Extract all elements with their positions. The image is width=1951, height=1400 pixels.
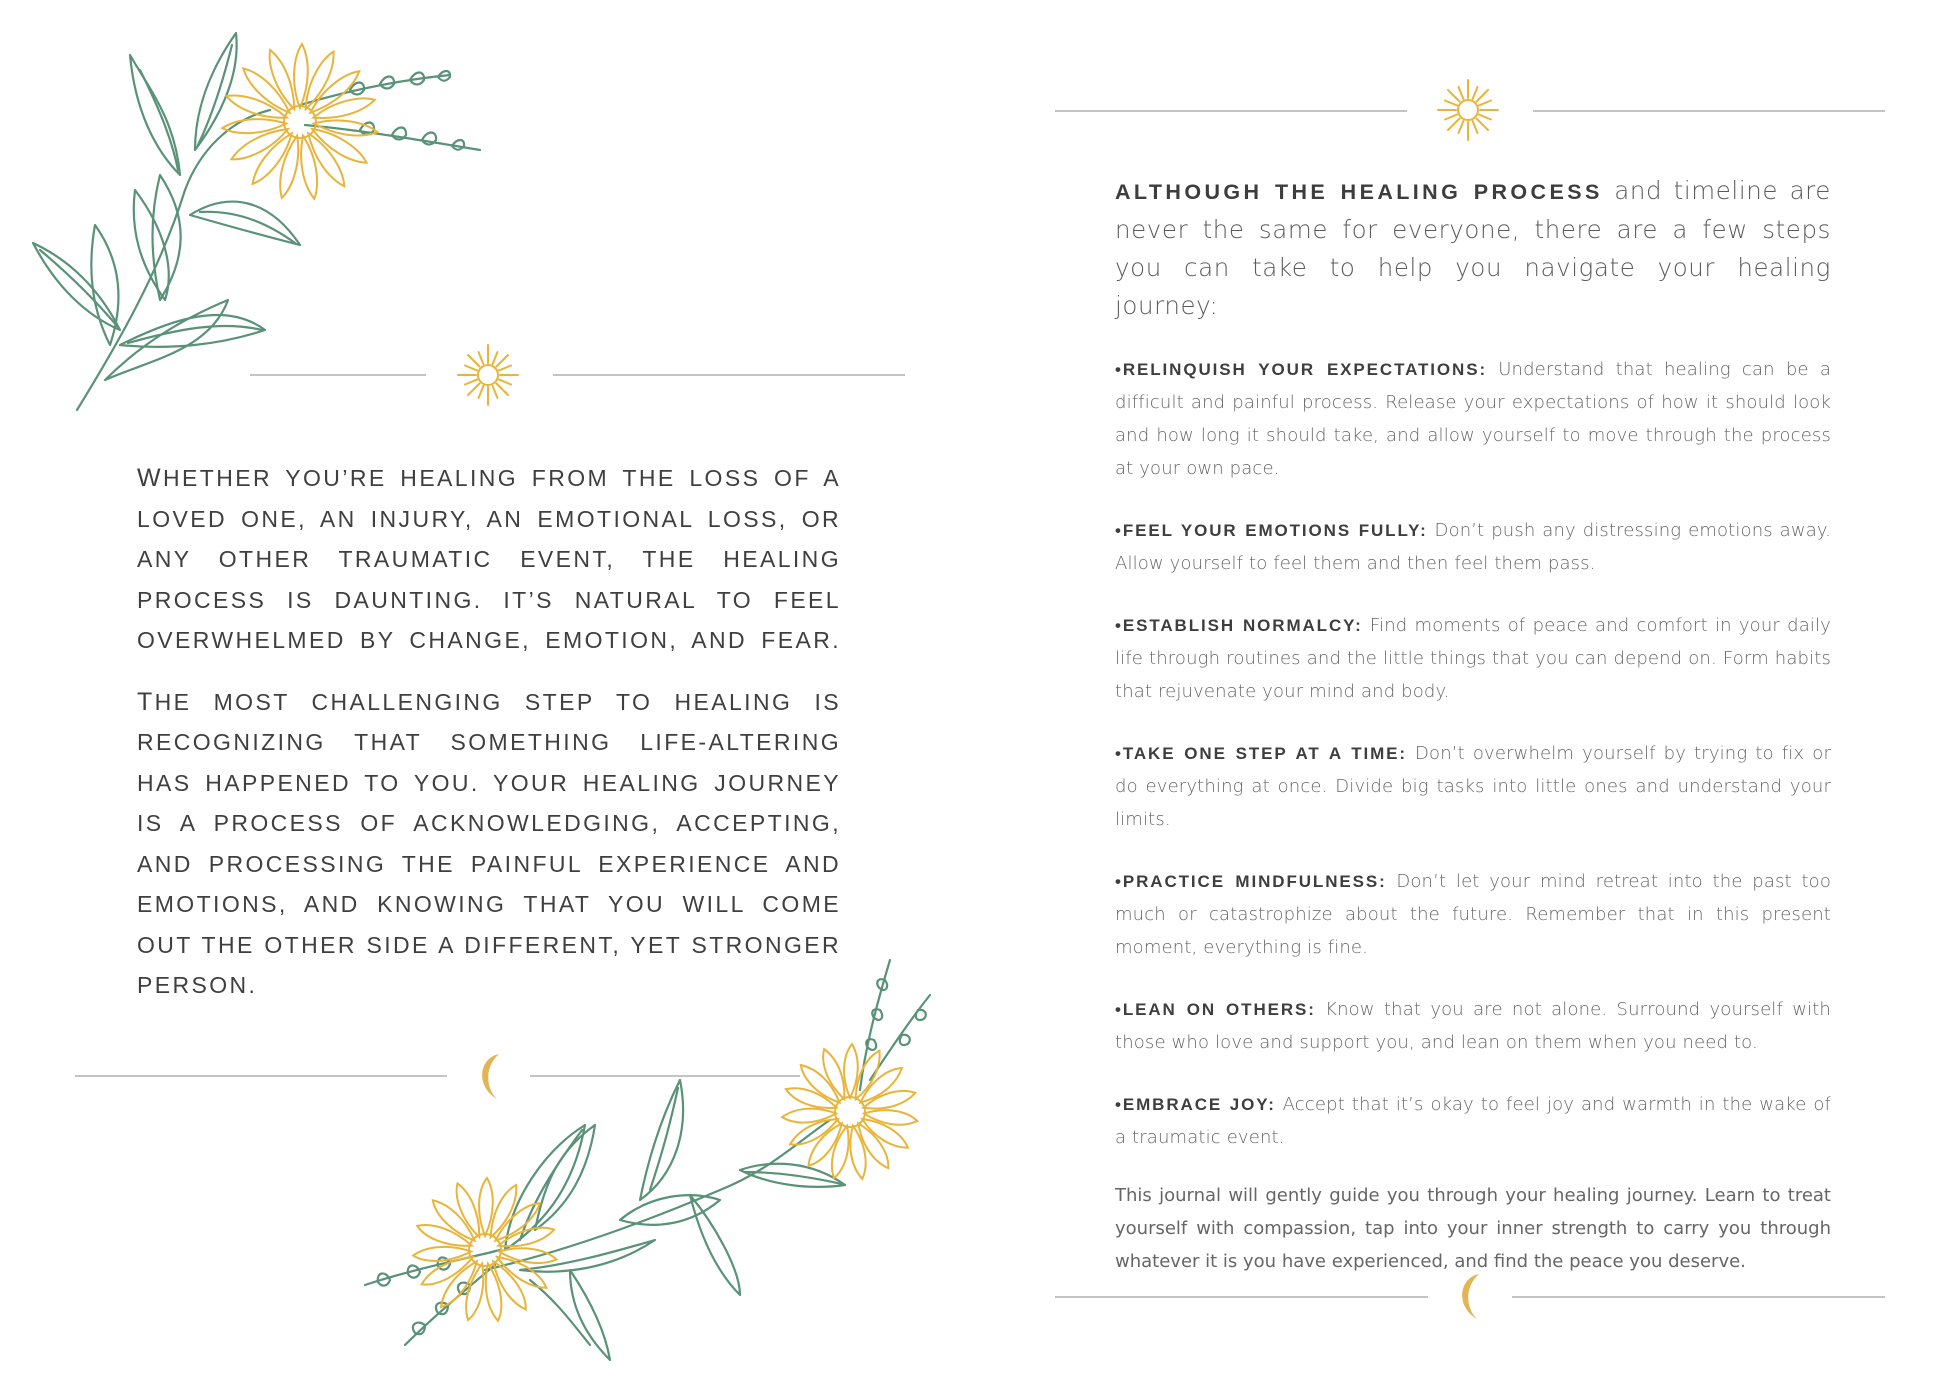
step-item: •RELINQUISH YOUR EXPECTATIONS: Understand that healing can be a difficult and painful process. Release your expectations of how it should look and how long it should take, and allow yourself to move through the process at your own pace. — [1115, 359, 1831, 479]
intro-paragraph: ALTHOUGH THE HEALING PROCESS and timeline are never the same for everyone, there are a few steps you can take to help you navigate your healing journey: — [1115, 176, 1831, 320]
divider-line — [1055, 1296, 1428, 1298]
sun-icon — [1436, 78, 1500, 142]
step-item: •PRACTICE MINDFULNESS: Don’t let your mind retreat into the past too much or catastrophize about the future. Remember that in this present moment, everything is fine. — [1115, 871, 1831, 958]
divider-line — [1512, 1296, 1885, 1298]
paragraph: THE MOST CHALLENGING STEP TO HEALING IS RECOGNIZING THAT SOMETHING LIFE-ALTERING HAS HAPPENED TO YOU. YOUR HEALING JOURNEY IS A PROCESS OF ACKNOWLEDGING, ACCEPTING, AND PROCESSING THE PAINFUL EXPERIENCE AND EMOTIONS, AND KNOWING THAT YOU WILL COME OUT THE OTHER SIDE A DIFFERENT, YET STRONGER PERSON. — [137, 687, 841, 998]
left-body-text — [137, 458, 841, 1027]
divider-line — [553, 374, 905, 376]
sun-icon — [456, 343, 520, 407]
step-item: •TAKE ONE STEP AT A TIME: Don’t overwhelm yourself by trying to fix or do everything at once. Divide big tasks into little ones and understand your limits. — [1115, 743, 1831, 830]
step-item: •FEEL YOUR EMOTIONS FULLY: Don’t push any distressing emotions away. Allow yourself to feel them and then feel them pass. — [1115, 520, 1831, 574]
crescent-moon-icon — [1453, 1272, 1487, 1322]
paragraph: WHETHER YOU’RE HEALING FROM THE LOSS OF A LOVED ONE, AN INJURY, AN EMOTIONAL LOSS, OR ANY OTHER TRAUMATIC EVENT, THE HEALING PROCESS IS DAUNTING. IT’S NATURAL TO FEEL OVERWHELMED BY CHANGE, EMOTION, AND FEAR. — [137, 464, 841, 653]
divider-line — [1533, 110, 1885, 112]
divider-line — [1055, 110, 1407, 112]
closing-paragraph: This journal will gently guide you through your healing journey. Learn to treat yourself with compassion, tap into your inner strength to carry you through whatever it is you have experienced, and find the peace you deserve. — [1115, 1185, 1831, 1272]
step-item: •LEAN ON OTHERS: Know that you are not alone. Surround yourself with those who love and support you, and lean on them when you need to. — [1115, 999, 1831, 1053]
right-body-text — [1115, 172, 1831, 1278]
botanical-illustration-bottom — [270, 950, 970, 1370]
step-item: •ESTABLISH NORMALCY: Find moments of peace and comfort in your daily life through routines and the little things that you can depend on. Form habits that rejuvenate your mind and body. — [1115, 615, 1831, 702]
divider-line — [250, 374, 426, 376]
step-item: •EMBRACE JOY: Accept that it’s okay to feel joy and warmth in the wake of a traumatic event. — [1115, 1094, 1831, 1148]
